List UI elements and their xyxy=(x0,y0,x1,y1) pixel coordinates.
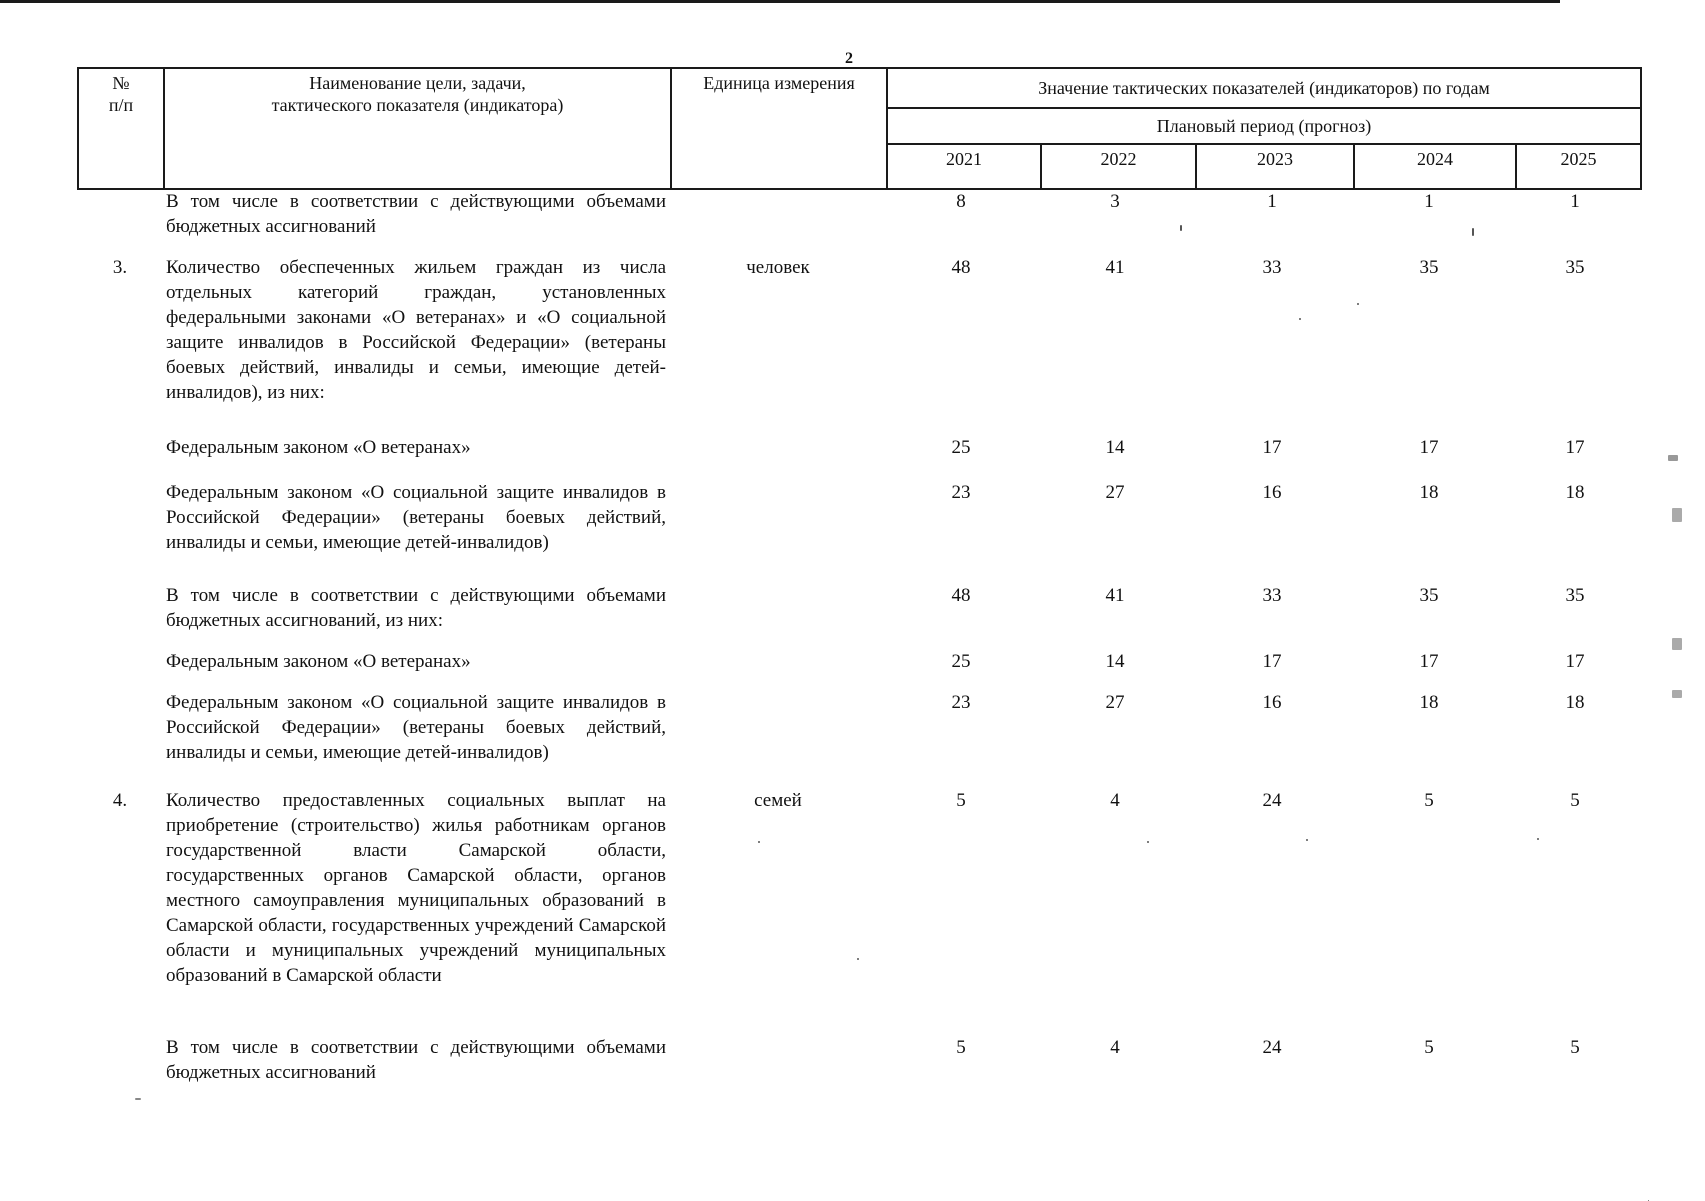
row-value-2024: 17 xyxy=(1419,437,1439,458)
row-value-2023: 24 xyxy=(1262,790,1282,811)
scan-speck xyxy=(1306,839,1308,841)
row-value-2022: 41 xyxy=(1105,257,1125,278)
row-value-2023: 1 xyxy=(1267,191,1277,212)
row-value-2022: 3 xyxy=(1110,191,1120,212)
row-unit: человек xyxy=(746,257,810,278)
row-value-2025: 35 xyxy=(1565,257,1585,278)
row-value-2025: 1 xyxy=(1570,191,1580,212)
scan-speck xyxy=(1472,228,1474,236)
row-description: В том числе в соответствии с действующими объемами бюджетных ассигнований xyxy=(166,191,666,237)
row-value-2021: 5 xyxy=(956,790,966,811)
row-value-2024: 17 xyxy=(1419,651,1439,672)
row-value-2023: 16 xyxy=(1262,482,1282,503)
row-value-2025: 17 xyxy=(1565,437,1585,458)
scan-speck xyxy=(1672,508,1682,522)
row-value-2024: 1 xyxy=(1424,191,1434,212)
row-number: 3. xyxy=(112,257,128,278)
row-description: В том числе в соответствии с действующими объемами бюджетных ассигнований, из них: xyxy=(166,585,666,631)
row-value-2022: 4 xyxy=(1110,790,1120,811)
row-value-2022: 41 xyxy=(1105,585,1125,606)
row-description: Федеральным законом «О ветеранах» xyxy=(166,437,471,458)
header-number-sign: № п/п xyxy=(108,73,134,115)
row-value-2025: 18 xyxy=(1565,692,1585,713)
row-value-2024: 35 xyxy=(1419,585,1439,606)
header-year: 2021 xyxy=(887,144,1041,189)
row-value-2023: 17 xyxy=(1262,651,1282,672)
row-value-2021: 8 xyxy=(956,191,966,212)
scan-speck xyxy=(1672,690,1682,698)
row-value-2021: 23 xyxy=(951,692,971,713)
row-description: Количество предоставленных социальных выплат на приобретение (строительство) жилья работникам органов государственной власти Самарской области, государственных органов Самарской области, органов местного самоуправления муниципальных образований в Самарской области, государственных учреждений Самарской области и муниципальных учреждений муниципальных образований в Самарской области xyxy=(166,790,666,986)
row-value-2022: 4 xyxy=(1110,1037,1120,1058)
header-col-values: Значение тактических показателей (индикаторов) по годам xyxy=(887,68,1641,108)
row-description: Федеральным законом «О социальной защите инвалидов в Российской Федерации» (ветераны боевых действий, инвалиды и семьи, имеющие детей-инвалидов) xyxy=(166,692,666,763)
scan-speck xyxy=(1299,318,1301,320)
scan-speck xyxy=(1357,303,1359,305)
row-value-2024: 18 xyxy=(1419,692,1439,713)
row-value-2023: 33 xyxy=(1262,257,1282,278)
row-number: 4. xyxy=(112,790,128,811)
row-unit: семей xyxy=(754,790,802,811)
header-year: 2024 xyxy=(1354,144,1516,189)
row-value-2021: 5 xyxy=(956,1037,966,1058)
header-col-name xyxy=(164,68,671,189)
row-value-2025: 5 xyxy=(1570,1037,1580,1058)
row-value-2022: 14 xyxy=(1105,651,1125,672)
row-value-2021: 23 xyxy=(951,482,971,503)
header-year: 2022 xyxy=(1041,144,1196,189)
row-value-2023: 16 xyxy=(1262,692,1282,713)
header-year: 2023 xyxy=(1196,144,1354,189)
row-value-2024: 35 xyxy=(1419,257,1439,278)
row-value-2021: 25 xyxy=(951,437,971,458)
header-name-line1: Наименование цели, задачи, xyxy=(309,73,526,93)
row-value-2025: 17 xyxy=(1565,651,1585,672)
row-value-2023: 24 xyxy=(1262,1037,1282,1058)
scan-speck xyxy=(1668,455,1678,461)
scan-speck xyxy=(1537,838,1539,840)
scan-speck xyxy=(135,1098,141,1100)
row-description: Федеральным законом «О ветеранах» xyxy=(166,651,471,672)
row-value-2021: 48 xyxy=(951,257,971,278)
row-value-2025: 35 xyxy=(1565,585,1585,606)
scan-speck xyxy=(1672,638,1682,650)
row-value-2023: 33 xyxy=(1262,585,1282,606)
row-value-2024: 18 xyxy=(1419,482,1439,503)
page-number: 2 xyxy=(845,50,853,67)
row-description: Федеральным законом «О социальной защите инвалидов в Российской Федерации» (ветераны боевых действий, инвалиды и семьи, имеющие детей-инвалидов) xyxy=(166,482,666,553)
scan-speck xyxy=(758,841,760,843)
table-header xyxy=(77,67,1642,190)
header-col-period: Плановый период (прогноз) xyxy=(887,108,1641,144)
row-value-2025: 5 xyxy=(1570,790,1580,811)
scan-speck xyxy=(1180,225,1182,231)
row-value-2023: 17 xyxy=(1262,437,1282,458)
row-value-2024: 5 xyxy=(1424,790,1434,811)
row-value-2022: 27 xyxy=(1105,692,1125,713)
header-name-line2: тактического показателя (индикатора) xyxy=(271,95,564,115)
scan-speck xyxy=(857,958,859,960)
row-description: В том числе в соответствии с действующими объемами бюджетных ассигнований xyxy=(166,1037,666,1083)
row-value-2022: 27 xyxy=(1105,482,1125,503)
scan-top-rule xyxy=(0,0,1560,3)
header-year: 2025 xyxy=(1516,144,1641,189)
row-value-2021: 48 xyxy=(951,585,971,606)
row-value-2025: 18 xyxy=(1565,482,1585,503)
row-description: Количество обеспеченных жильем граждан из числа отдельных категорий граждан, установленных федеральными законами «О ветеранах» и «О социальной защите инвалидов в Российской Федерации» (ветераны боевых действий, инвалиды и семьи, имеющие детей-инвалидов), из них: xyxy=(166,257,666,403)
header-col-number xyxy=(78,68,164,189)
row-value-2024: 5 xyxy=(1424,1037,1434,1058)
scan-speck xyxy=(1147,841,1149,843)
header-col-unit: Единица измерения xyxy=(671,68,887,189)
row-value-2021: 25 xyxy=(951,651,971,672)
row-value-2022: 14 xyxy=(1105,437,1125,458)
